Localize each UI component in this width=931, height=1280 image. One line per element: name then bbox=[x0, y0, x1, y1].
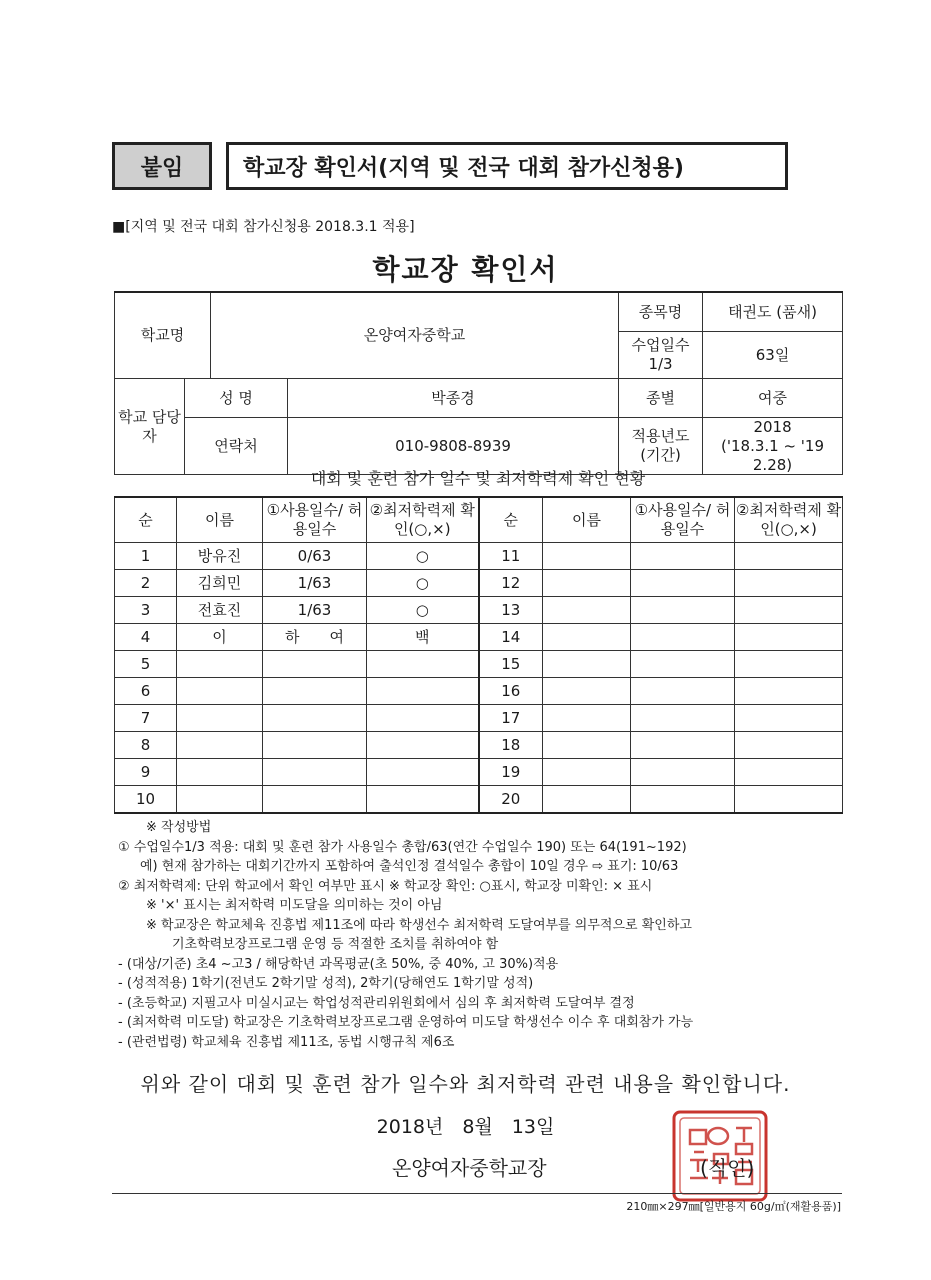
row-name bbox=[543, 597, 631, 624]
row-days bbox=[263, 705, 367, 732]
table-row bbox=[115, 570, 843, 597]
row-no: 7 bbox=[115, 705, 177, 732]
row-no: 2 bbox=[115, 570, 177, 597]
instruction-line: ① 수업일수1/3 적용: 대회 및 훈련 참가 사용일수 총합/63(연간 수업일수 190) 또는 64(191~192) bbox=[118, 839, 687, 855]
row-no: 8 bbox=[115, 732, 177, 759]
row-no: 13 bbox=[479, 597, 543, 624]
row-min-grade: ○ bbox=[367, 597, 479, 624]
row-no: 12 bbox=[479, 570, 543, 597]
staff-contact-value: 010-9808-8939 bbox=[288, 418, 619, 475]
table-row bbox=[115, 651, 843, 678]
paper-spec-footer: 210㎜×297㎜[일반용지 60g/㎡(재활용품)] bbox=[626, 1200, 841, 1213]
row-name bbox=[177, 732, 263, 759]
row-min-grade bbox=[367, 786, 479, 814]
participation-roster-table bbox=[114, 496, 843, 814]
row-days bbox=[631, 543, 735, 570]
apply-period: ('18.3.1 ~ '19 2.28) bbox=[721, 436, 825, 474]
instructions-title: ※ 작성방법 bbox=[146, 820, 212, 835]
row-min-grade bbox=[735, 786, 843, 814]
row-min-grade bbox=[367, 651, 479, 678]
row-days bbox=[263, 786, 367, 814]
row-days bbox=[631, 705, 735, 732]
col-header-name: 이름 bbox=[543, 497, 631, 543]
row-days: 1/63 bbox=[263, 597, 367, 624]
row-no: 18 bbox=[479, 732, 543, 759]
row-days bbox=[631, 651, 735, 678]
table-row bbox=[115, 543, 843, 570]
table-row bbox=[115, 786, 843, 814]
attachment-title-text: 학교장 확인서(지역 및 전국 대회 참가신청용) bbox=[243, 155, 684, 181]
instruction-line: - (관련법령) 학교체육 진흥법 제11조, 동법 시행규칙 제6조 bbox=[118, 1034, 455, 1050]
row-no: 1 bbox=[115, 543, 177, 570]
confirmation-statement: 위와 같이 대회 및 훈련 참가 일수와 최저학력 관련 내용을 확인합니다. bbox=[140, 1072, 791, 1096]
row-min-grade: 백 bbox=[367, 624, 479, 651]
row-name bbox=[543, 624, 631, 651]
school-name-value: 온양여자중학교 bbox=[211, 292, 619, 379]
category-label: 종별 bbox=[619, 379, 703, 418]
row-name bbox=[543, 570, 631, 597]
table-row bbox=[115, 597, 843, 624]
seal-label: (직인) bbox=[700, 1156, 755, 1180]
row-min-grade bbox=[735, 597, 843, 624]
staff-label: 학교 담당자 bbox=[115, 379, 185, 475]
staff-contact-label: 연락처 bbox=[185, 418, 288, 475]
row-no: 5 bbox=[115, 651, 177, 678]
table-row bbox=[115, 678, 843, 705]
attachment-title bbox=[226, 142, 788, 190]
status-section-title: 대회 및 훈련 참가 일수 및 최저학력제 확인 현황 bbox=[310, 469, 646, 488]
row-min-grade bbox=[735, 624, 843, 651]
row-days bbox=[631, 570, 735, 597]
row-no: 6 bbox=[115, 678, 177, 705]
school-name-label: 학교명 bbox=[115, 292, 211, 379]
event-value: 태권도 (품새) bbox=[703, 292, 843, 332]
instruction-line: - (대상/기준) 초4 ~고3 / 해당학년 과목평균(초 50%, 중 40%, 고 30%)적용 bbox=[118, 956, 559, 972]
row-min-grade bbox=[735, 732, 843, 759]
row-name bbox=[543, 732, 631, 759]
row-min-grade bbox=[367, 678, 479, 705]
category-value: 여중 bbox=[703, 379, 843, 418]
form-note-line: ■[지역 및 전국 대회 참가신청용 2018.3.1 적용] bbox=[112, 219, 415, 235]
row-name bbox=[543, 651, 631, 678]
row-no: 14 bbox=[479, 624, 543, 651]
instruction-line: - (최저학력 미도달) 학교장은 기초학력보장프로그램 운영하여 미도달 학생선수 이수 후 대회참가 가능 bbox=[118, 1015, 694, 1030]
instruction-line: ② 최저학력제: 단위 학교에서 확인 여부만 표시 ※ 학교장 확인: ○표시, 학교장 미확인: × 표시 bbox=[118, 878, 653, 894]
attachment-label bbox=[112, 142, 212, 190]
instruction-line: ※ '×' 표시는 최저학력 미도달을 의미하는 것이 아님 bbox=[146, 898, 443, 913]
issue-date: 2018년 8월 13일 bbox=[376, 1116, 555, 1138]
row-name bbox=[177, 759, 263, 786]
row-days: 1/63 bbox=[263, 570, 367, 597]
row-name: 김희민 bbox=[177, 570, 263, 597]
school-info-table bbox=[114, 291, 843, 475]
row-days bbox=[631, 786, 735, 814]
row-min-grade: ○ bbox=[367, 543, 479, 570]
row-name bbox=[177, 705, 263, 732]
instruction-line: ※ 학교장은 학교체육 진흥법 제11조에 따라 학생선수 최저학력 도달여부를 의무적으로 확인하고 bbox=[146, 917, 692, 933]
row-name bbox=[543, 759, 631, 786]
row-no: 11 bbox=[479, 543, 543, 570]
row-min-grade bbox=[367, 732, 479, 759]
col-header-no: 순 bbox=[479, 497, 543, 543]
instruction-line: - (초등학교) 지필고사 미실시교는 학업성적관리위원회에서 심의 후 최저학력 도달여부 결정 bbox=[118, 995, 635, 1011]
row-name bbox=[543, 786, 631, 814]
col-header-no: 순 bbox=[115, 497, 177, 543]
instructions-section bbox=[118, 818, 848, 1052]
row-no: 3 bbox=[115, 597, 177, 624]
row-min-grade: ○ bbox=[367, 570, 479, 597]
document-title: 학교장 확인서 bbox=[372, 253, 559, 286]
instruction-line: 기초학력보장프로그램 운영 등 적절한 조치를 취하여야 함 bbox=[172, 937, 499, 952]
row-days bbox=[263, 732, 367, 759]
instruction-line: 예) 현재 참가하는 대회기간까지 포함하여 출석인정 결석일수 총합이 10일 경우 ⇨ 표기: 10/63 bbox=[140, 859, 679, 874]
row-min-grade bbox=[367, 759, 479, 786]
row-days bbox=[631, 678, 735, 705]
row-no: 19 bbox=[479, 759, 543, 786]
class-days-label: 수업일수 1/3 bbox=[619, 332, 703, 379]
row-name bbox=[543, 705, 631, 732]
apply-year: 2018 bbox=[753, 418, 792, 436]
row-days: 하 여 bbox=[263, 624, 367, 651]
staff-name-label: 성 명 bbox=[185, 379, 288, 418]
col-header-name: 이름 bbox=[177, 497, 263, 543]
row-min-grade bbox=[735, 651, 843, 678]
row-min-grade bbox=[735, 543, 843, 570]
table-row bbox=[115, 705, 843, 732]
row-days bbox=[263, 759, 367, 786]
apply-year-label: 적용년도 (기간) bbox=[619, 418, 703, 475]
row-days bbox=[631, 759, 735, 786]
table-row bbox=[115, 732, 843, 759]
row-days bbox=[263, 651, 367, 678]
row-min-grade bbox=[735, 570, 843, 597]
attachment-label-text: 붙임 bbox=[140, 155, 184, 181]
row-name: 전효진 bbox=[177, 597, 263, 624]
row-name: 이 bbox=[177, 624, 263, 651]
row-days bbox=[631, 624, 735, 651]
event-label: 종목명 bbox=[619, 292, 703, 332]
row-days bbox=[631, 597, 735, 624]
row-name bbox=[543, 543, 631, 570]
footer-divider bbox=[112, 1193, 842, 1194]
col-header-min-grade: ②최저학력제 확인(○,×) bbox=[367, 497, 479, 543]
row-name bbox=[177, 678, 263, 705]
col-header-min-grade: ②최저학력제 확인(○,×) bbox=[735, 497, 843, 543]
col-header-days: ①사용일수/ 허용일수 bbox=[263, 497, 367, 543]
row-min-grade bbox=[735, 759, 843, 786]
row-name bbox=[177, 786, 263, 814]
class-days-value: 63일 bbox=[703, 332, 843, 379]
instruction-line: - (성적적용) 1학기(전년도 2학기말 성적), 2학기(당해연도 1학기말 성적) bbox=[118, 976, 534, 991]
row-days bbox=[263, 678, 367, 705]
row-no: 20 bbox=[479, 786, 543, 814]
row-min-grade bbox=[735, 705, 843, 732]
col-header-days: ①사용일수/ 허용일수 bbox=[631, 497, 735, 543]
row-days bbox=[631, 732, 735, 759]
row-name bbox=[543, 678, 631, 705]
row-min-grade bbox=[735, 678, 843, 705]
table-row bbox=[115, 759, 843, 786]
table-row bbox=[115, 624, 843, 651]
row-days: 0/63 bbox=[263, 543, 367, 570]
principal-title: 온양여자중학교장 bbox=[392, 1156, 547, 1180]
row-no: 4 bbox=[115, 624, 177, 651]
row-no: 16 bbox=[479, 678, 543, 705]
row-name bbox=[177, 651, 263, 678]
row-no: 17 bbox=[479, 705, 543, 732]
row-no: 15 bbox=[479, 651, 543, 678]
row-min-grade bbox=[367, 705, 479, 732]
row-no: 9 bbox=[115, 759, 177, 786]
row-name: 방유진 bbox=[177, 543, 263, 570]
row-no: 10 bbox=[115, 786, 177, 814]
staff-name-value: 박종경 bbox=[288, 379, 619, 418]
